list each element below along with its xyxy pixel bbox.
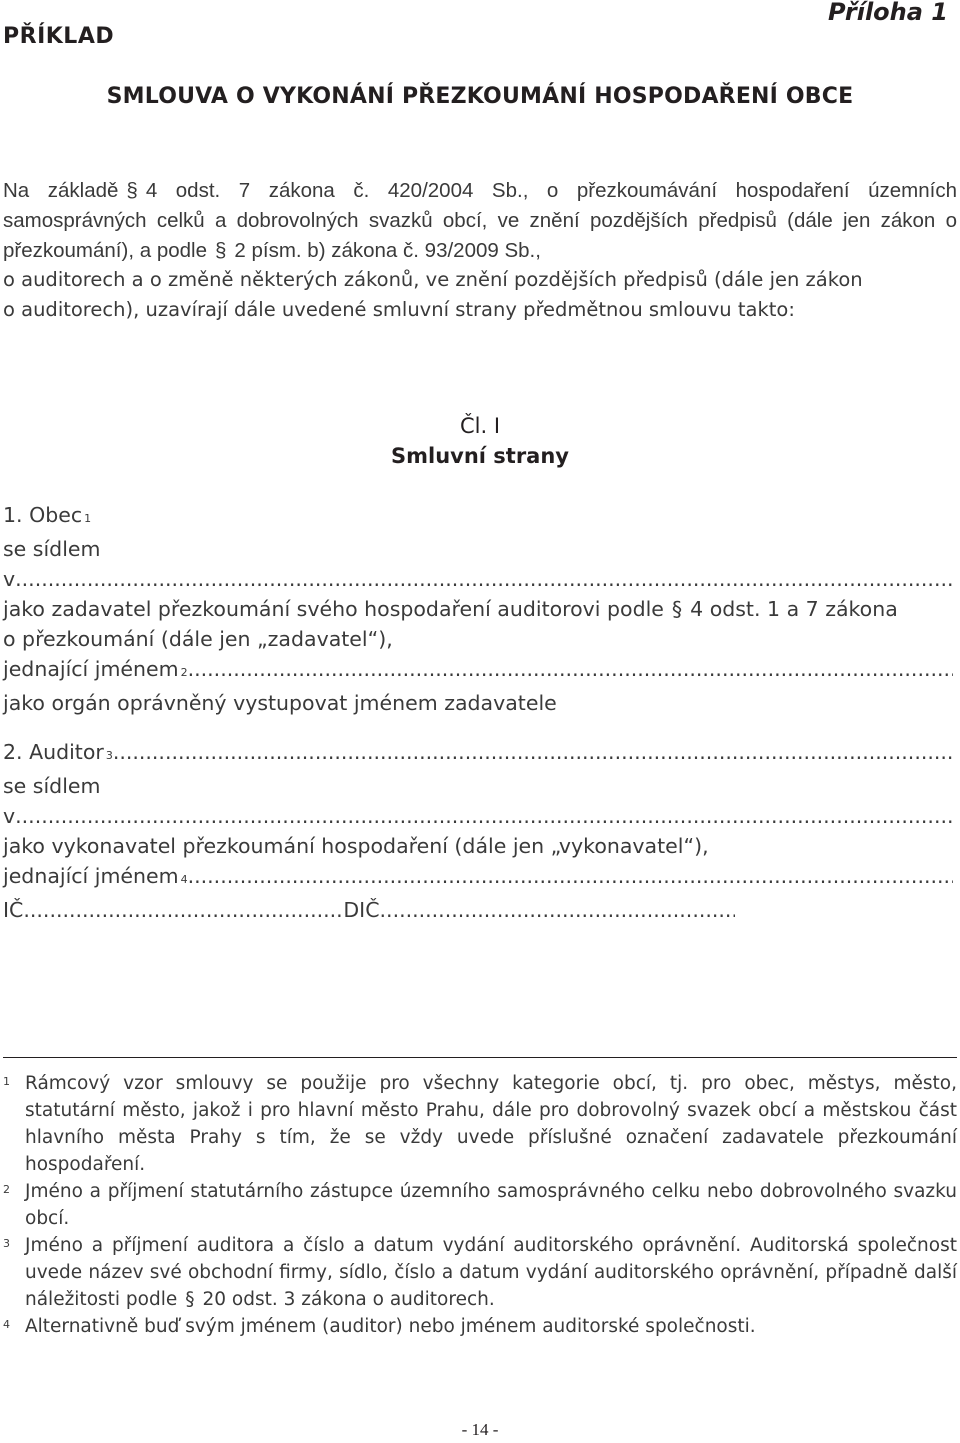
section-sign: § — [126, 179, 138, 202]
intro-paragraph — [3, 176, 957, 266]
party-1-organ-label: jako orgán oprávněný vystupovat jménem zadavatele — [3, 691, 557, 715]
article-title: Smluvní strany — [390, 444, 569, 468]
footnote-mark: 3 — [3, 1237, 10, 1250]
footnote-ref: 4 — [180, 873, 188, 886]
page-number: - 14 - — [461, 1420, 499, 1439]
party-2-role-text: jako vykonavatel přezkoumání hospodaření (dále jen „vykonavatel“), — [3, 834, 709, 858]
fill-line — [188, 654, 953, 684]
party-2-ic-label: IČ — [3, 898, 24, 922]
footnote-2 — [3, 1178, 957, 1232]
fill-line — [15, 564, 953, 594]
footnote-ref: 2 — [180, 666, 188, 679]
party-1-name-label: 1. Obec — [3, 503, 83, 527]
section-sign: § — [671, 597, 683, 621]
footnote-text: Jméno a příjmení statutárního zástupce územního samosprávného celku nebo dobrovolného svazku obcí. — [25, 1181, 957, 1229]
fill-line — [23, 895, 343, 925]
party-1-block — [3, 500, 953, 718]
party-2-seat-label: se sídlem — [3, 774, 101, 798]
party-1-role-text: jako zadavatel přezkoumání svého hospodaření auditorovi podle § 4 odst. 1 a 7 zákona — [3, 594, 898, 624]
footnote-4 — [3, 1313, 957, 1340]
party-1-role-text-2: o přezkoumání (dále jen „zadavatel“), — [3, 627, 393, 651]
fill-line — [380, 895, 735, 925]
fill-line — [113, 737, 953, 767]
footnote-mark: 1 — [3, 1075, 10, 1088]
section-sign: § — [185, 1289, 195, 1310]
section-sign: § — [214, 239, 227, 262]
intro-paragraph-continued — [3, 265, 957, 325]
party-1-acting-label: jednající jménem — [3, 657, 179, 681]
footnote-1 — [3, 1070, 957, 1178]
footnote-mark: 4 — [3, 1318, 10, 1331]
footnote-ref: 1 — [84, 512, 92, 525]
intro-text-3: 2 písm. b) zákona č. 93/2009 Sb., — [234, 239, 541, 262]
intro-text-5: o auditorech), uzavírají dále uvedené smluvní strany předmětnou smlouvu takto: — [3, 298, 795, 321]
footnote-text: Rámcový vzor smlouvy se použije pro všechny kategorie obcí, tj. pro obec, městys, město, statutární město, jakož i pro hlavní město Prahu, dále pro dobrovolný svazek obcí a městskou část hlavního města Prahy s tím, že se vždy uvede příslušné označení zadavatele přezkoumání hospodaření. — [25, 1073, 957, 1175]
footnotes — [3, 1070, 957, 1340]
article-number: Čl. I — [459, 414, 501, 438]
party-2-in-label: v — [3, 804, 16, 828]
document-label: PŘÍKLAD — [3, 24, 115, 49]
footnote-text: Alternativně buď svým jménem (auditor) nebo jménem auditorské společnosti. — [25, 1316, 756, 1337]
document-title: SMLOUVA O VYKONÁNÍ PŘEZKOUMÁNÍ HOSPODAŘENÍ OBCE — [106, 84, 854, 109]
footnote-ref: 3 — [105, 749, 113, 762]
party-2-name-label: 2. Auditor — [3, 740, 104, 764]
intro-text-2: 4 odst. 7 zákona č. 420/2004 Sb., o přezkoumávání hospodaření územních samosprávných celků a dobrovolných svazků obcí, ve znění pozdějších předpisů (dále jen zákon o přezkoumání), a podle — [3, 179, 958, 262]
fill-line — [188, 861, 953, 891]
party-2-block — [3, 737, 953, 925]
intro-text-1: Na základě — [3, 179, 119, 202]
appendix-label: Příloha 1 — [828, 0, 948, 26]
footnote-text: Jméno a příjmení auditora a číslo a datum vydání auditorského oprávnění. Auditorská společnost uvede název své obchodní firmy, sídlo, číslo a datum vydání auditorského oprávnění, případně další náležitosti podle § 20 odst. 3 zákona o auditorech. — [25, 1232, 957, 1313]
party-1-in-label: v — [3, 567, 16, 591]
party-2-acting-label: jednající jménem — [3, 864, 179, 888]
footnote-divider — [3, 1057, 957, 1058]
party-2-dic-label: DIČ — [343, 898, 380, 922]
footnote-mark: 2 — [3, 1183, 10, 1196]
party-1-seat-label: se sídlem — [3, 537, 101, 561]
intro-text-4: o auditorech a o změně některých zákonů, ve znění pozdějších předpisů (dále jen zákon — [3, 268, 863, 291]
footnote-3 — [3, 1232, 957, 1313]
fill-line — [15, 801, 953, 831]
